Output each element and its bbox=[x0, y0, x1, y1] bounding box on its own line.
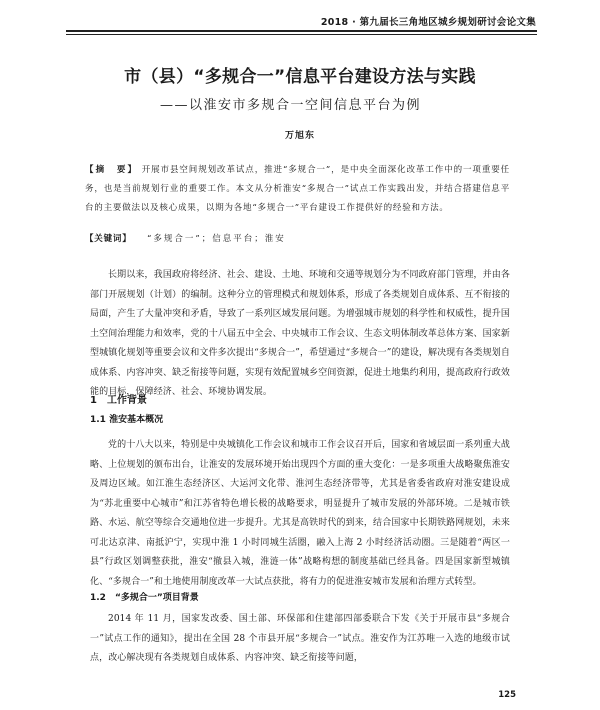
abstract-label: 【摘 要】 bbox=[85, 165, 139, 175]
header-rule-thin bbox=[66, 34, 537, 35]
paper-title: 市（县）“多规合一”信息平台建设方法与实践 bbox=[124, 67, 476, 87]
header-rule-thick bbox=[66, 30, 537, 32]
keywords-label: 【关键词】 bbox=[85, 234, 132, 244]
overview-paragraph: 党的十八大以来，特别是中央城镇化工作会议和城市工作会议召开后，国家和省域层面一系列重大战略、上位规划的颁布出台，让淮安的发展环境开始出现四个方面的重大变化：一是多项重大战略聚焦淮安及周边区域。如江淮生态经济区、大运河文化带、淮河生态经济带等，尤其是省委省政府对淮安建设成为“苏北重要中心城市”和江苏省特色增长极的战略要求，明显提升了城市发展的外部环境。二是城市铁路、水运、航空等综合交通地位进一步提升。尤其是高铁时代的到来，结合国家中长期铁路网规划，未来可北达京津、南抵沪宁，实现中淮 1 小时同城生活圈，融入上海 2 小时经济活动圈。三是随着“两区一县”行政区划调整获批，淮安“撤县入城，淮涟一体”战略构想的制度基础已经具备。四是国家新型城镇化、“多规合一”和土地使用制度改革一大试点获批，将有力的促进淮安城市发展和治理方式转型。 bbox=[90, 440, 510, 587]
keywords-block bbox=[85, 232, 510, 246]
section-heading-background: 1 工作背景 bbox=[90, 395, 147, 406]
abstract-block bbox=[85, 161, 510, 218]
abstract-text: 开展市县空间规划改革试点，推进“多规合一”，是中央全面深化改革工作中的一项重要任务，也是当前规划行业的重要工作。本文从分析淮安“多规合一”试点工作实践出发，并结合搭建信息平台的主要做法以及核心成果，以期为各地“多规合一”平台建设工作提供好的经验和方法。 bbox=[85, 165, 510, 213]
subsection-heading-project: 1.2 “多规合一”项目背景 bbox=[90, 593, 199, 603]
paper-subtitle: ——以淮安市多规合一空间信息平台为例 bbox=[160, 98, 422, 113]
running-header: 2018 · 第九届长三角地区城乡规划研讨会论文集 bbox=[320, 17, 536, 28]
intro-paragraph: 长期以来，我国政府将经济、社会、建设、土地、环境和交通等规划分为不同政府部门管理，并由各部门开展规划（计划）的编制。这种分立的管理模式和规划体系，形成了各类规划自成体系、互不衔接的局面，产生了大量冲突和矛盾，导致了一系列区域发展问题。为增强城市规划的科学性和权威性，提升国土空间治理能力和效率，党的十八届五中全会、中央城市工作会议、生态文明体制改革总体方案、国家新型城镇化规划等重要会议和文件多次提出“多规合一”，希望通过“多规合一”的建设，解决现有各类规划自成体系、内容冲突、缺乏衔接等问题，实现有效配置城乡空间资源，促进土地集约利用，提高政府行政效能的目标，保障经济、社会、环境协调发展。 bbox=[90, 270, 510, 397]
subsection-heading-overview: 1.1 淮安基本概况 bbox=[90, 415, 164, 425]
author-name: 万旭东 bbox=[284, 131, 315, 141]
project-paragraph: 2014 年 11 月，国家发改委、国土部、环保部和住建部四部委联合下发《关于开展市县“多规合一”试点工作的通知》，提出在全国 28 个市县开展“多规合一”试点。淮安作为江苏唯一入选的地级市试点，改心解决现有各类规划自成体系、内容冲突、缺乏衔接等问题， bbox=[90, 614, 510, 663]
page-number: 125 bbox=[498, 690, 516, 700]
keywords-text: “多规合一”；信息平台；淮安 bbox=[147, 234, 286, 244]
